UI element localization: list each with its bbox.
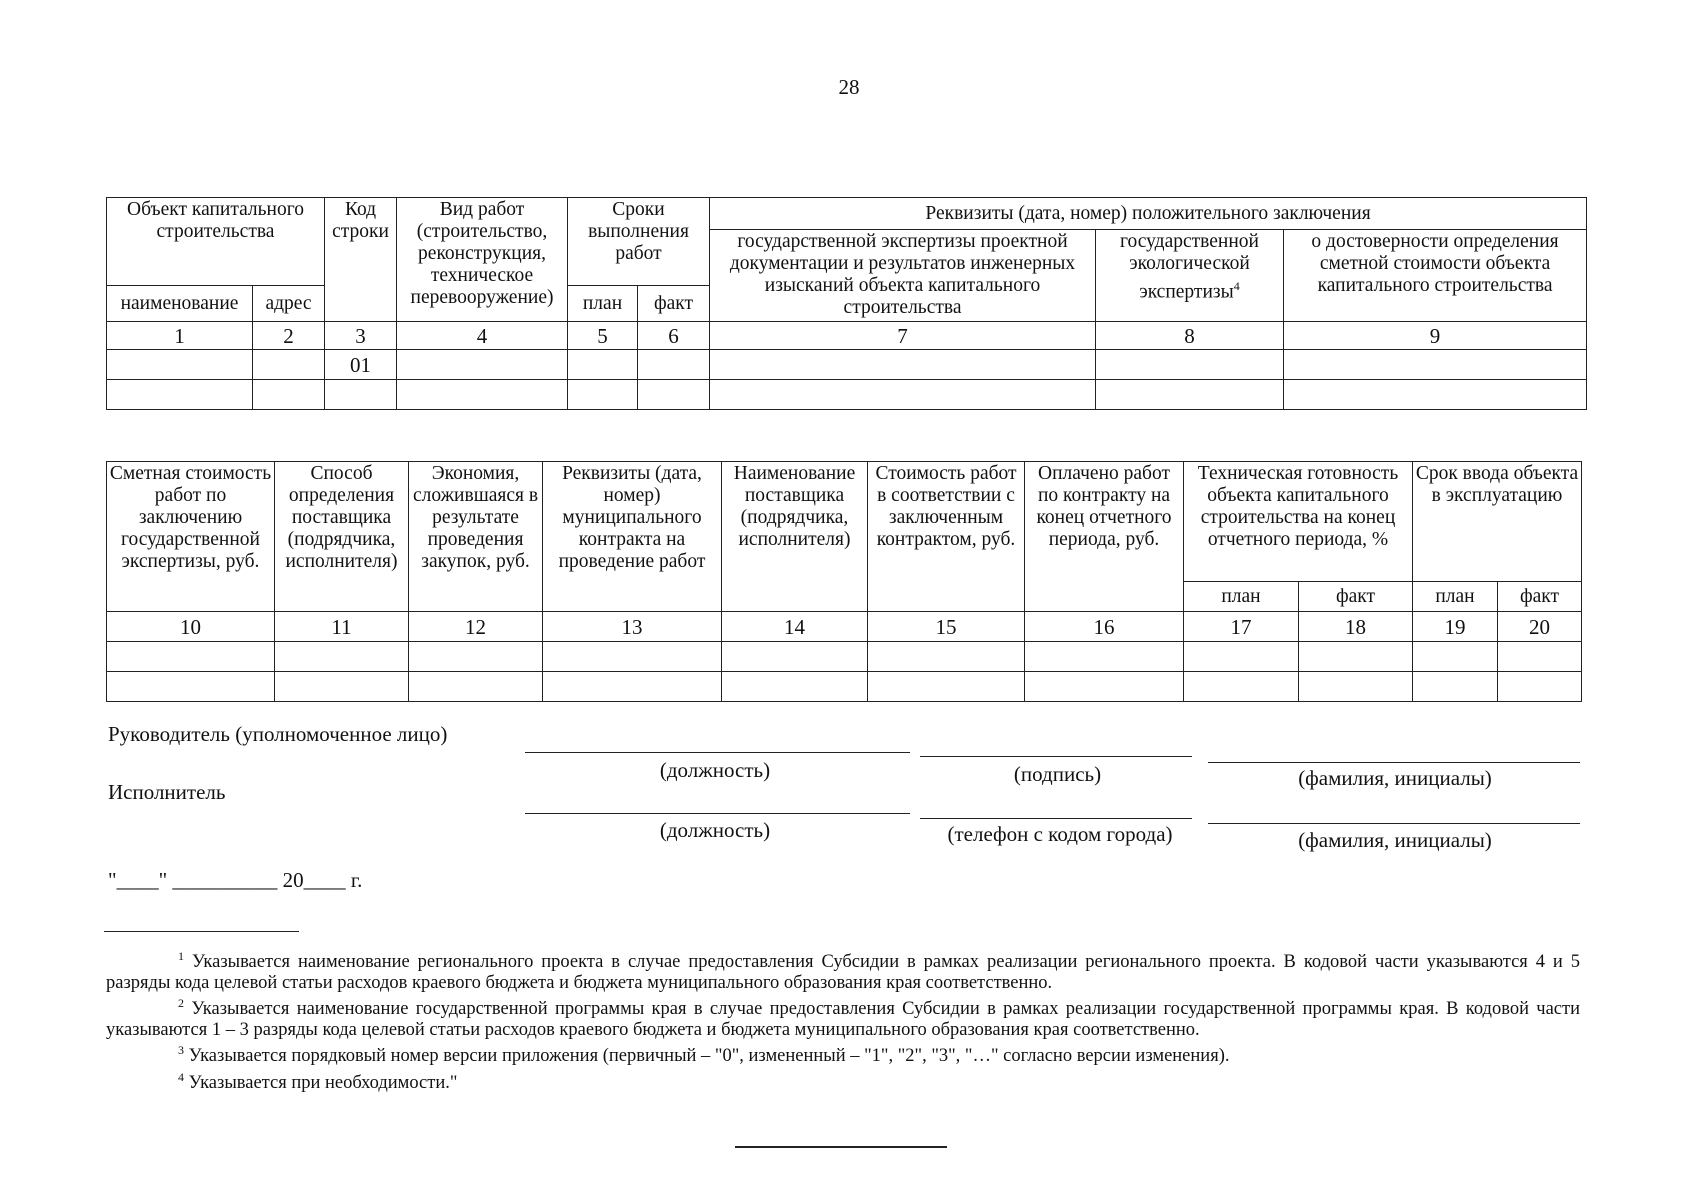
column-number: 18 [1299, 612, 1413, 642]
savings-header: Экономия, сложившаяся в результате проведения закупок, руб. [409, 462, 543, 612]
table-cell [107, 642, 275, 672]
footnote-mark: 4 [178, 1069, 184, 1084]
head-name-line [1208, 762, 1580, 763]
column-number: 3 [325, 322, 397, 350]
column-number: 13 [543, 612, 722, 642]
eco-expertise-header [1096, 230, 1284, 322]
column-number: 5 [568, 322, 638, 350]
readiness-header: Техническая готовность объекта капитального строительства на конец отчетного периода, % [1184, 462, 1413, 582]
table-cell [1284, 350, 1587, 380]
fact-header: факт [638, 286, 710, 322]
table-cell [1096, 350, 1284, 380]
terms-header: Сроки выполнения работ [568, 198, 710, 286]
table-cell [1299, 642, 1413, 672]
name-caption: (фамилия, инициалы) [1298, 828, 1492, 852]
eco-expertise-text: государственной экологической экспертизы [1120, 231, 1259, 303]
column-number: 15 [868, 612, 1025, 642]
contract-cost-header: Стоимость работ в соответствии с заключенным контрактом, руб. [868, 462, 1025, 612]
name-header: наименование [107, 286, 253, 322]
table-cell [107, 672, 275, 702]
footnote-separator [104, 931, 299, 932]
cost-reliability-header: о достоверности определения сметной стоимости объекта капитального строительства [1284, 230, 1587, 322]
table-cell [409, 672, 543, 702]
column-number: 7 [710, 322, 1096, 350]
executor-phone-line [920, 818, 1192, 819]
supplier-name-header: Наименование поставщика (подрядчика, исполнителя) [722, 462, 868, 612]
table-cell [253, 350, 325, 380]
column-number: 16 [1025, 612, 1184, 642]
column-number: 8 [1096, 322, 1284, 350]
position-caption: (должность) [659, 758, 771, 782]
phone-caption: (телефон с кодом города) [947, 822, 1173, 846]
table-cell [397, 350, 568, 380]
work-type-header: Вид работ (строительство, реконструкция, техническое перевооружение) [397, 198, 568, 322]
table-cell [1184, 672, 1299, 702]
column-number: 12 [409, 612, 543, 642]
paid-header: Оплачено работ по контракту на конец отчетного периода, руб. [1025, 462, 1184, 612]
table-cell [1184, 642, 1299, 672]
table-cell [868, 672, 1025, 702]
capital-object-table [106, 197, 1587, 410]
footnote-2 [106, 993, 1580, 1040]
footnote-1 [106, 946, 1580, 993]
table-cell [275, 672, 409, 702]
footnote-3 [106, 1040, 1580, 1067]
column-number: 6 [638, 322, 710, 350]
address-header: адрес [253, 286, 325, 322]
table-cell [722, 672, 868, 702]
executor-position-line [525, 813, 910, 814]
column-number: 11 [275, 612, 409, 642]
footnote-text: Указывается наименование регионального проекта в случае предоставления Субсидии в рамках реализации регионального проекта. В кодовой части указываются 4 и 5 разряды кода целевой статьи расходов краевого бюджета и бюджета муниципального образования края соответственно. [106, 952, 1580, 993]
head-signature-line [920, 756, 1192, 757]
column-number: 1 [107, 322, 253, 350]
plan-header: план [1413, 582, 1498, 612]
position-caption: (должность) [659, 818, 771, 842]
state-expertise-header: государственной экспертизы проектной документации и результатов инженерных изысканий объекта капитального строительства [710, 230, 1096, 322]
name-caption: (фамилия, инициалы) [1298, 766, 1492, 790]
table-cell [543, 672, 722, 702]
footnote-ref: 4 [1233, 279, 1240, 293]
footnote-mark: 3 [178, 1043, 184, 1058]
table-cell [543, 642, 722, 672]
date-line: "____" __________ 20____ г. [108, 868, 363, 892]
footnote-4 [106, 1067, 1580, 1094]
table-cell [1096, 380, 1284, 410]
column-number: 2 [253, 322, 325, 350]
table-cell [107, 350, 253, 380]
column-number: 4 [397, 322, 568, 350]
fact-header: факт [1299, 582, 1413, 612]
footnote-text: Указывается наименование государственной программы края в случае предоставления Субсидии в рамках реализации государственной программы края. В кодовой части указываются 1 – 3 разряды кода целевой статьи расходов краевого бюджета и бюджета муниципального образования края соответственно. [106, 999, 1580, 1040]
table-cell [1413, 672, 1498, 702]
contract-requisites-header: Реквизиты (дата, номер) муниципального контракта на проведение работ [543, 462, 722, 612]
supplier-method-header: Способ определения поставщика (подрядчика, исполнителя) [275, 462, 409, 612]
signature-caption: (подпись) [1013, 762, 1102, 786]
column-number: 9 [1284, 322, 1587, 350]
column-number: 19 [1413, 612, 1498, 642]
footnote-text: Указывается порядковый номер версии приложения (первичный – "0", измененный – "1", "2", "3", "…" согласно версии изменения). [188, 1046, 1230, 1067]
plan-header: план [1184, 582, 1299, 612]
contract-execution-table [106, 461, 1582, 702]
footnote-mark: 1 [178, 949, 184, 963]
footnotes [106, 946, 1580, 1094]
table-cell [275, 642, 409, 672]
commissioning-header: Срок ввода объекта в эксплуатацию [1413, 462, 1582, 582]
end-rule [735, 1146, 947, 1148]
head-label: Руководитель (уполномоченное лицо) [108, 722, 448, 746]
table-cell [638, 380, 710, 410]
plan-header: план [568, 286, 638, 322]
executor-name-line [1208, 823, 1580, 824]
table-cell [1025, 672, 1184, 702]
column-number: 14 [722, 612, 868, 642]
table-cell [568, 350, 638, 380]
table-cell [1498, 642, 1582, 672]
table-cell [1498, 672, 1582, 702]
fact-header: факт [1498, 582, 1582, 612]
table-cell [710, 380, 1096, 410]
table-cell [722, 642, 868, 672]
table-cell [868, 642, 1025, 672]
row-code: 01 [325, 350, 397, 380]
page-number: 28 [838, 75, 860, 99]
table-cell [397, 380, 568, 410]
table-cell [568, 380, 638, 410]
table-cell [409, 642, 543, 672]
footnote-text: Указывается при необходимости." [188, 1073, 458, 1094]
table-cell [1025, 642, 1184, 672]
head-position-line [525, 752, 910, 753]
table-cell [107, 380, 253, 410]
table-cell [325, 380, 397, 410]
column-number: 10 [107, 612, 275, 642]
table-cell [710, 350, 1096, 380]
code-header: Код строки [325, 198, 397, 322]
column-number: 17 [1184, 612, 1299, 642]
table-cell [253, 380, 325, 410]
table-cell [1284, 380, 1587, 410]
object-header: Объект капитального строительства [107, 198, 325, 286]
executor-label: Исполнитель [108, 780, 226, 804]
table-cell [1413, 642, 1498, 672]
requisites-header: Реквизиты (дата, номер) положительного заключения [710, 198, 1587, 230]
table-cell [1299, 672, 1413, 702]
table-cell [638, 350, 710, 380]
estimated-cost-header: Сметная стоимость работ по заключению государственной экспертизы, руб. [107, 462, 275, 612]
footnote-mark: 2 [178, 996, 184, 1011]
column-number: 20 [1498, 612, 1582, 642]
